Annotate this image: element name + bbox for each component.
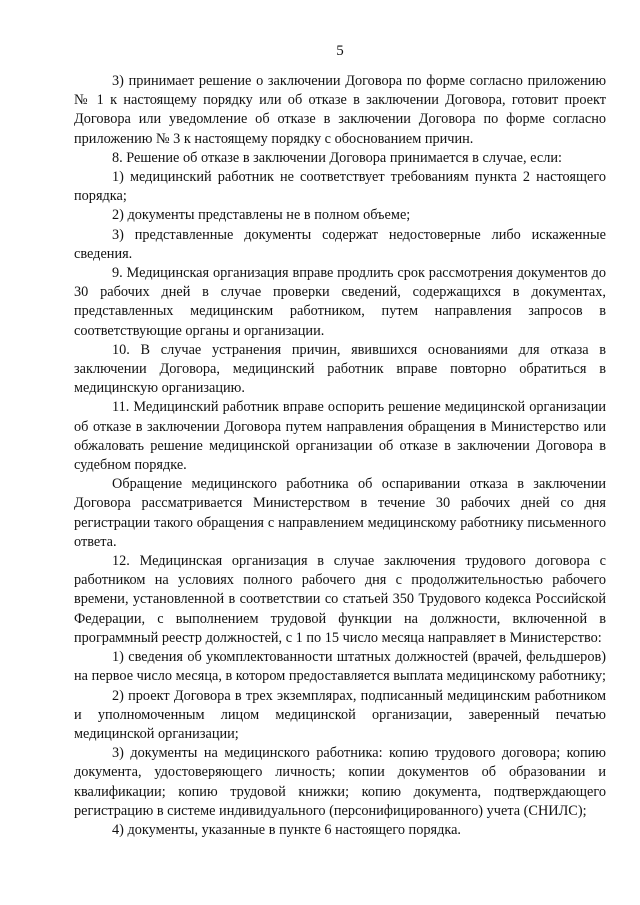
paragraph-12-4: 4) документы, указанные в пункте 6 настоящего порядка.	[112, 821, 462, 838]
paragraph-7-3: 3) принимает решение о заключении Договора по форме согласно приложению № 1 к настоящему порядку или об отказе в заключении Договора, готовит проект Договора или уведомление об отказе в заключении Договора по форме согласно приложению № 3 к настоящему порядку с обоснованием причин.	[74, 73, 606, 147]
paragraph-12-1: 1) сведения об укомплектованности штатных должностей (врачей, фельдшеров) на первое число месяца, в котором предоставляется выплата медицинскому работнику;	[74, 649, 606, 685]
paragraph-9: 9. Медицинская организация вправе продлить срок рассмотрения документов до 30 рабочих дней в случае проверки сведений, содержащихся в документах, представленных медицинским работником, путем направления запросов в соответствующие органы и организации.	[74, 265, 606, 339]
paragraph-11-appeal: Обращение медицинского работника об оспаривании отказа в заключении Договора рассматривается Министерством в течение 30 рабочих дней со дня регистрации такого обращения с направлением медицинскому работнику письменного ответа.	[74, 476, 606, 550]
paragraph-12-2: 2) проект Договора в трех экземплярах, подписанный медицинским работником и уполномоченным лицом медицинской организации, заверенный печатью медицинской организации;	[74, 687, 606, 742]
document-body	[74, 72, 606, 840]
paragraph-12: 12. Медицинская организация в случае заключения трудового договора с работником на условиях полного рабочего дня с продолжительностью рабочего времени, установленной в соответствии со статьей 350 Трудового кодекса Российской Федерации, с выполнением трудовой функции на должности, включенной в программный реестр должностей, с 1 по 15 число месяца направляет в Министерство:	[74, 553, 606, 646]
paragraph-12-3: 3) документы на медицинского работника: копию трудового договора; копию документа, удостоверяющего личность; копии документов об образовании и квалификации; копию трудовой книжки; копию документа, подтверждающего регистрацию в системе индивидуального (персонифицированного) учета (СНИЛС);	[74, 745, 606, 819]
page-number: 5	[336, 43, 344, 59]
paragraph-8: 8. Решение об отказе в заключении Договора принимается в случае, если:	[112, 149, 562, 166]
paragraph-8-3: 3) представленные документы содержат недостоверные либо искаженные сведения.	[74, 226, 606, 262]
paragraph-8-2: 2) документы представлены не в полном объеме;	[112, 207, 411, 224]
paragraph-11: 11. Медицинский работник вправе оспорить решение медицинской организации об отказе в заключении Договора путем направления обращения в Министерство или обжаловать решение медицинской организации об отказе в заключении Договора в судебном порядке.	[74, 399, 606, 474]
paragraph-10: 10. В случае устранения причин, явившихся основаниями для отказа в заключении Договора, медицинский работник вправе повторно обратиться в медицинскую организацию.	[74, 341, 606, 397]
paragraph-8-1: 1) медицинский работник не соответствует требованиям пункта 2 настоящего порядка;	[74, 169, 606, 205]
